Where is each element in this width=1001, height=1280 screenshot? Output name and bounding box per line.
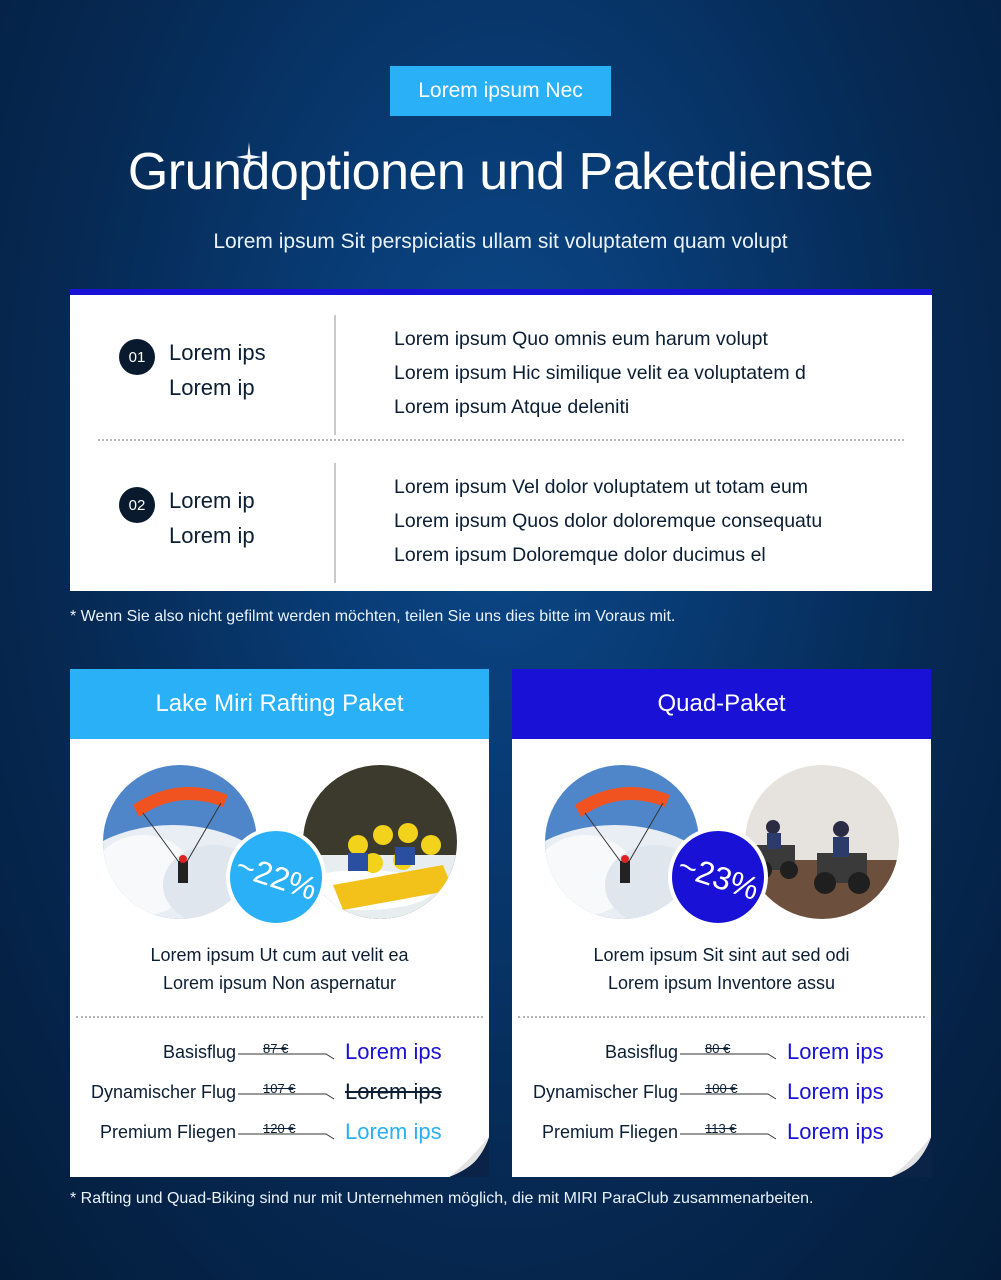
old-price: 80 € xyxy=(705,1041,731,1056)
price-name: Premium Fliegen xyxy=(541,1122,678,1142)
old-price: 107 € xyxy=(263,1081,296,1096)
page-curl-icon xyxy=(891,1137,931,1177)
rafting-photo xyxy=(303,765,457,919)
option-item: Lorem ipsum Vel dolor voluptatem ut totam eum xyxy=(394,476,809,498)
description-line: Lorem ipsum Ut cum aut velit ea xyxy=(150,945,409,965)
option-item: Lorem ipsum Doloremque dolor ducimus el xyxy=(394,544,766,566)
new-price: Lorem ips xyxy=(787,1039,884,1064)
new-price: Lorem ips xyxy=(345,1079,442,1104)
package-description xyxy=(70,941,489,997)
option-items xyxy=(394,322,806,424)
price-row xyxy=(70,1036,489,1070)
page-curl-icon xyxy=(449,1137,489,1177)
option-label-line: Lorem ip xyxy=(169,488,255,513)
price-row xyxy=(512,1076,931,1110)
package-card-rafting xyxy=(70,669,489,1177)
discount-badge: ~22% xyxy=(226,827,326,927)
old-price: 113 € xyxy=(705,1121,737,1136)
option-item: Lorem ipsum Quos dolor doloremque consequatu xyxy=(394,510,823,532)
description-line: Lorem ipsum Sit sint aut sed odi xyxy=(593,945,850,965)
package-photos xyxy=(70,765,489,925)
dotted-divider xyxy=(518,1016,925,1018)
vertical-divider xyxy=(334,463,336,583)
package-title: Lake Miri Rafting Paket xyxy=(70,669,489,739)
price-name: Basisflug xyxy=(162,1042,236,1062)
price-name: Premium Fliegen xyxy=(99,1122,236,1142)
price-name: Basisflug xyxy=(604,1042,678,1062)
vertical-divider xyxy=(334,315,336,435)
description-line: Lorem ipsum Non aspernatur xyxy=(162,973,397,993)
price-name: Dynamischer Flug xyxy=(532,1082,678,1102)
new-price: Lorem ips xyxy=(345,1119,442,1144)
option-label xyxy=(169,483,255,553)
partner-note: * Rafting und Quad-Biking sind nur mit Unternehmen möglich, die mit MIRI ParaClub zusammenarbeiten. xyxy=(70,1190,814,1207)
page-title: Grundoptionen und Paketdienste xyxy=(127,143,874,201)
description-line: Lorem ipsum Inventore assu xyxy=(607,973,836,993)
option-row xyxy=(70,309,932,439)
new-price: Lorem ips xyxy=(787,1119,884,1144)
price-row xyxy=(70,1116,489,1150)
page-subtitle: Lorem ipsum Sit perspiciatis ullam sit voluptatem quam volupt xyxy=(213,230,788,253)
option-row xyxy=(70,457,932,587)
options-panel xyxy=(70,289,932,591)
dotted-divider xyxy=(76,1016,483,1018)
option-items xyxy=(394,470,822,572)
new-price: Lorem ips xyxy=(787,1079,884,1104)
price-row xyxy=(512,1116,931,1150)
price-row xyxy=(70,1076,489,1110)
option-label-line: Lorem ip xyxy=(169,523,255,548)
option-item: Lorem ipsum Hic similique velit ea voluptatem d xyxy=(394,362,806,384)
option-label xyxy=(169,335,266,405)
option-item: Lorem ipsum Quo omnis eum harum volupt xyxy=(394,328,768,350)
price-name: Dynamischer Flug xyxy=(90,1082,236,1102)
old-price: 100 € xyxy=(705,1081,738,1096)
discount-badge: ~23% xyxy=(668,827,768,927)
quad-photo xyxy=(745,765,899,919)
old-price: 120 € xyxy=(263,1121,296,1136)
option-number-badge: 01 xyxy=(119,339,155,375)
filming-note: * Wenn Sie also nicht gefilmt werden möchten, teilen Sie uns dies bitte im Voraus mit. xyxy=(70,608,676,625)
header-pill-button[interactable]: Lorem ipsum Nec xyxy=(390,66,611,116)
package-photos xyxy=(512,765,931,925)
option-label-line: Lorem ip xyxy=(169,375,255,400)
option-item: Lorem ipsum Atque deleniti xyxy=(394,396,630,418)
new-price: Lorem ips xyxy=(345,1039,442,1064)
package-description xyxy=(512,941,931,997)
package-title: Quad-Paket xyxy=(512,669,931,739)
option-number-badge: 02 xyxy=(119,487,155,523)
old-price: 87 € xyxy=(263,1041,289,1056)
option-label-line: Lorem ips xyxy=(169,340,266,365)
dotted-divider xyxy=(98,439,904,441)
package-card-quad xyxy=(512,669,931,1177)
price-row xyxy=(512,1036,931,1070)
